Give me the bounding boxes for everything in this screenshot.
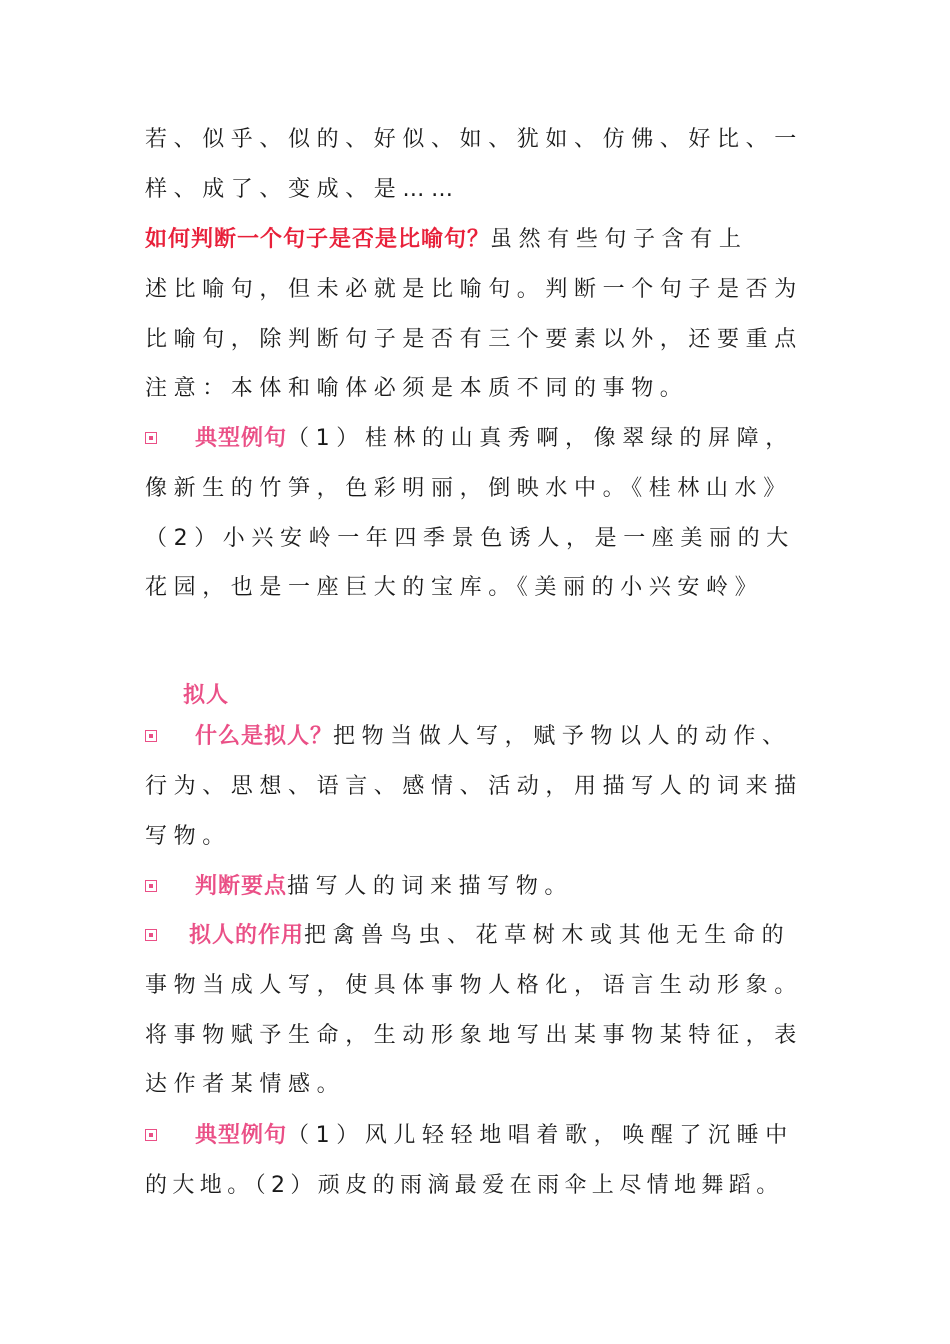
text-line: 事物当成人写，使具体事物人格化，语言生动形象。	[145, 973, 803, 998]
text-line: 花园，也是一座巨大的宝库。《美丽的小兴安岭》	[145, 575, 764, 600]
square-bullet-icon	[145, 880, 157, 892]
section-label: 判断要点	[195, 874, 288, 899]
text-line: 写物。	[145, 824, 231, 849]
text-line: 将事物赋予生命，生动形象地写出某事物某特征，表	[145, 1023, 803, 1048]
section-label: 典型例句	[195, 1123, 288, 1148]
text-line: 样、成了、变成、是……	[145, 177, 460, 202]
bullet-line	[145, 1121, 835, 1151]
text-span: 把禽兽鸟虫、花草树木或其他无生命的	[304, 923, 791, 948]
text-span: （1）风儿轻轻地唱着歌，唤醒了沉睡中	[287, 1123, 794, 1148]
bullet-line	[145, 921, 835, 951]
text-span: 虽然有些句子含有上	[490, 227, 748, 252]
text-line: （2）小兴安岭一年四季景色诱人，是一座美丽的大	[145, 526, 795, 551]
text-line: 若、似乎、似的、好似、如、犹如、仿佛、好比、一	[145, 127, 803, 152]
text-line	[145, 225, 835, 255]
bullet-line	[145, 872, 835, 902]
text-line: 比喻句，除判断句子是否有三个要素以外，还要重点	[145, 327, 803, 352]
text-span: （1）桂林的山真秀啊，像翠绿的屏障，	[287, 426, 794, 451]
bullet-line	[145, 722, 835, 752]
text-line: 注意：本体和喻体必须是本质不同的事物。	[145, 376, 689, 401]
text-span: 描写人的词来描写物。	[287, 874, 574, 899]
section-heading: 拟人	[183, 683, 230, 708]
text-span: 把物当做人写，赋予物以人的动作、	[333, 724, 791, 749]
text-line: 像新生的竹笋，色彩明丽，倒映水中。《桂林山水》	[145, 476, 792, 501]
section-label: 什么是拟人？	[195, 724, 334, 749]
section-label: 拟人的作用	[189, 923, 305, 948]
bullet-line	[145, 424, 835, 454]
section-label: 典型例句	[195, 426, 288, 451]
text-line: 的大地。（2）顽皮的雨滴最爱在雨伞上尽情地舞蹈。	[145, 1173, 784, 1198]
question-highlight: 如何判断一个句子是否是比喻句？	[145, 227, 491, 252]
square-bullet-icon	[145, 432, 157, 444]
text-line: 述比喻句，但未必就是比喻句。判断一个句子是否为	[145, 277, 803, 302]
square-bullet-icon	[145, 1129, 157, 1141]
square-bullet-icon	[145, 730, 157, 742]
square-bullet-icon	[145, 929, 157, 941]
text-line: 行为、思想、语言、感情、活动，用描写人的词来描	[145, 774, 803, 799]
text-line: 达作者某情感。	[145, 1072, 346, 1097]
